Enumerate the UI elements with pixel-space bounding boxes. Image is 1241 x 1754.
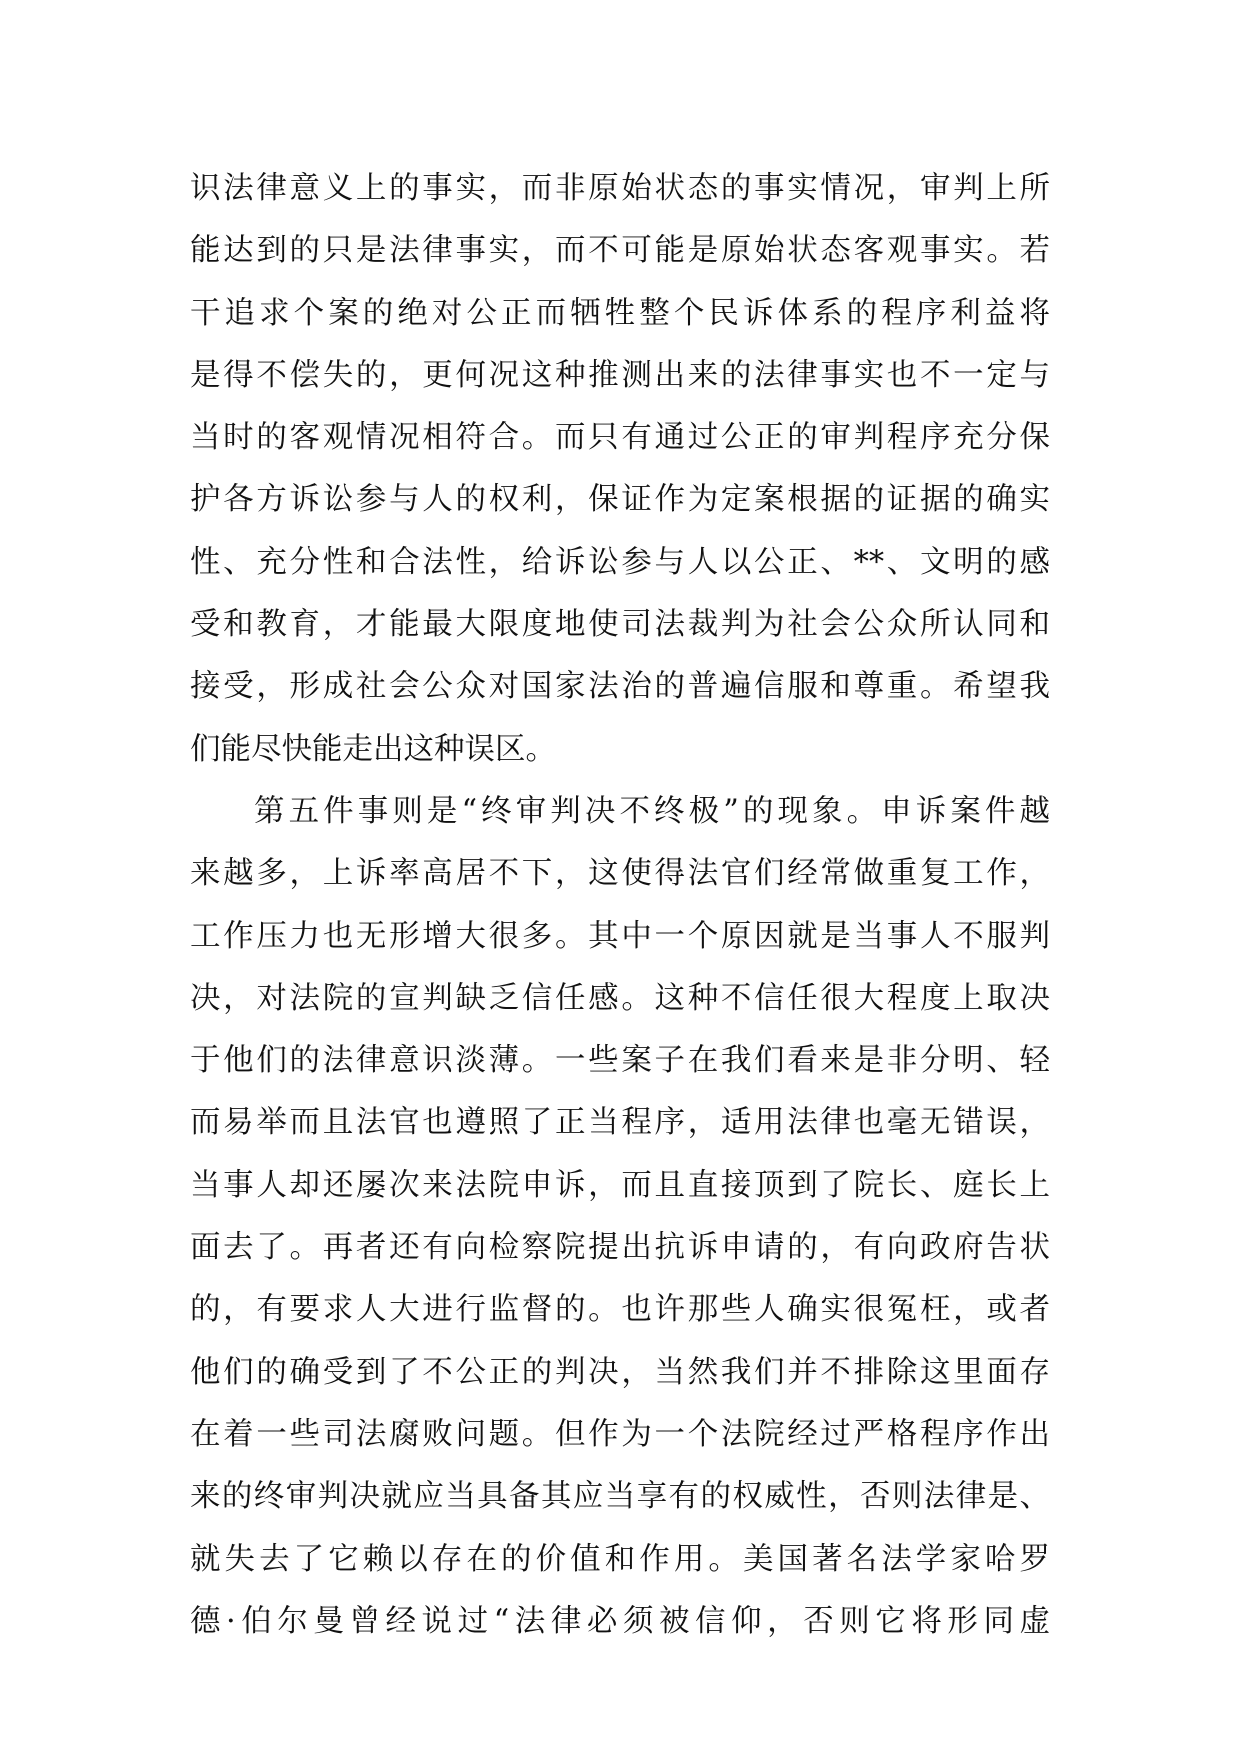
text-line: 而易举而且法官也遵照了正当程序，适用法律也毫无错误， [190,1105,1050,1141]
text-line: 能达到的只是法律事实，而不可能是原始状态客观事实。若 [190,233,1050,269]
text-line: 识法律意义上的事实，而非原始状态的事实情况，审判上所 [190,171,1050,206]
text-line: 是得不偿失的，更何况这种推测出来的法律事实也不一定与 [190,357,1050,393]
paragraph-fifth-issue [190,781,1050,1653]
body-text [190,158,1050,1653]
text-line: 护各方诉讼参与人的权利，保证作为定案根据的证据的确实 [190,482,1050,518]
paragraph-continued [190,158,1050,781]
text-line: 第五件事则是“终审判决不终极”的现象。申诉案件越 [254,793,1050,829]
text-line: 性、充分性和合法性，给诉讼参与人以公正、**、文明的感 [190,544,1050,580]
text-line: 受和教育，才能最大限度地使司法裁判为社会公众所认同和 [190,607,1050,643]
text-line: 决，对法院的宣判缺乏信任感。这种不信任很大程度上取决 [190,980,1050,1016]
text-line: 工作压力也无形增大很多。其中一个原因就是当事人不服判 [190,918,1050,954]
text-line: 他们的确受到了不公正的判决，当然我们并不排除这里面存 [190,1354,1050,1390]
text-line: 们能尽快能走出这种误区。 [190,731,556,767]
text-line: 的，有要求人大进行监督的。也许那些人确实很冤枉，或者 [190,1292,1050,1328]
text-line: 就失去了它赖以存在的价值和作用。美国著名法学家哈罗 [190,1541,1050,1577]
text-line: 德·伯尔曼曾经说过“法律必须被信仰，否则它将形同虚 [190,1603,1050,1639]
text-line: 于他们的法律意识淡薄。一些案子在我们看来是非分明、轻 [190,1043,1050,1079]
text-line: 接受，形成社会公众对国家法治的普遍信服和尊重。希望我 [190,669,1050,705]
text-line: 当时的客观情况相符合。而只有通过公正的审判程序充分保 [190,420,1050,456]
text-line: 来越多，上诉率高居不下，这使得法官们经常做重复工作， [190,856,1050,892]
text-line: 干追求个案的绝对公正而牺牲整个民诉体系的程序利益将 [190,295,1050,331]
text-line: 当事人却还屡次来法院申诉，而且直接顶到了院长、庭长上 [190,1167,1050,1203]
text-line: 面去了。再者还有向检察院提出抗诉申请的，有向政府告状 [190,1230,1050,1266]
text-line: 来的终审判决就应当具备其应当享有的权威性，否则法律是、 [190,1479,1050,1515]
text-line: 在着一些司法腐败问题。但作为一个法院经过严格程序作出 [190,1416,1050,1452]
